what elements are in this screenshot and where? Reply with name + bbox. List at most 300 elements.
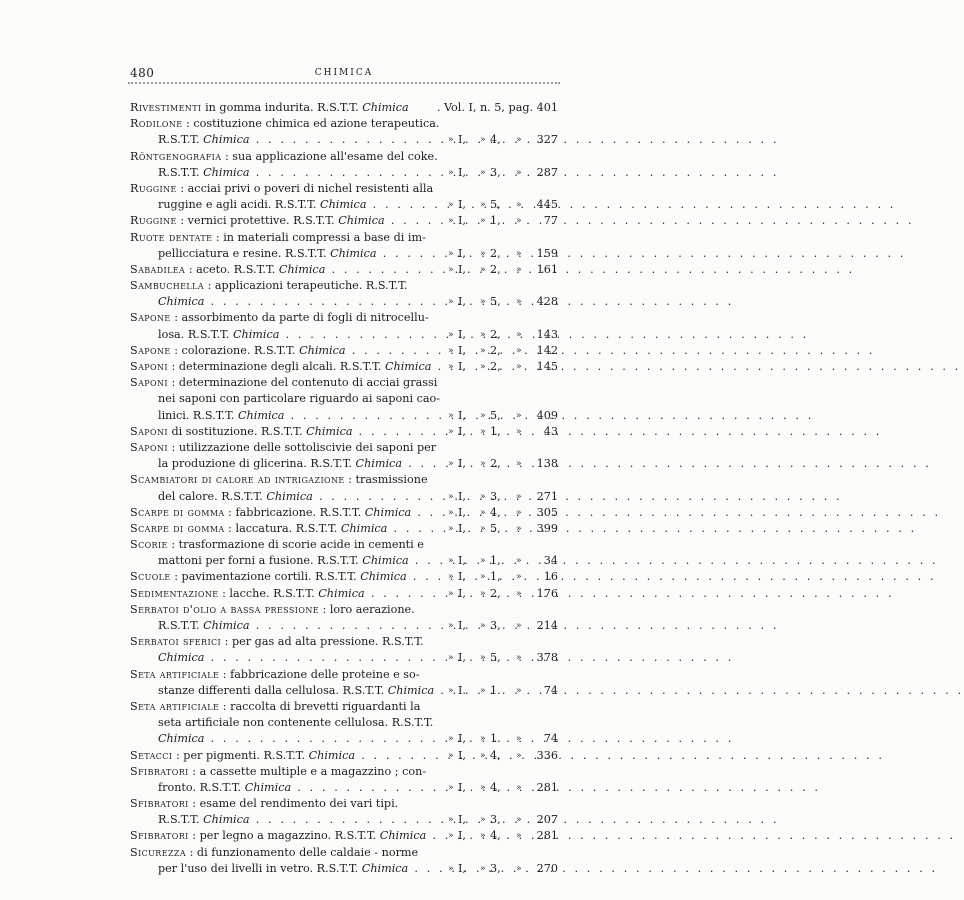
entry-reference [428,683,560,699]
ditto-mark: » [480,362,486,372]
entry-heading: Scarpe di gomma [130,521,225,535]
issue-number: 2, [490,343,501,357]
volume: I, [458,424,466,438]
index-entry [130,149,560,181]
entry-text: Ruggine : acciai privi o poveri di nichel resistenti alla [130,181,434,195]
ditto-mark: » [480,556,486,567]
journal-title: Chimica [340,521,388,535]
entry-line [130,489,560,505]
ditto-mark: » [480,264,486,275]
issue-number: 1, [490,424,501,438]
entry-reference [428,618,560,634]
page-ref: 281 [536,780,558,794]
journal-title: Chimica [158,651,205,665]
journal-title: Chimica [232,327,280,341]
issue-number: 3, [490,489,501,503]
journal-title: Chimica [318,586,365,600]
index-entry [130,181,560,213]
journal-title: Chimica [299,343,346,357]
journal-title: Chimica [379,829,427,843]
entry-line [130,748,560,764]
entry-text: Seta artificiale : raccolta di brevetti riguardanti la [130,699,421,713]
ditto-mark: » [480,831,486,842]
volume: I, [458,165,466,179]
entry-reference [428,456,560,472]
page-ref: 16 [543,570,558,584]
entry-reference [428,521,560,537]
volume: I, [458,829,466,843]
ditto-mark: » [480,345,486,356]
issue-number: 4, [490,780,501,794]
entry-reference [428,359,560,375]
ditto-mark: » [516,426,522,437]
page-ref: 336 [536,748,558,762]
entry-reference [428,812,560,828]
page-number: 480 [130,66,155,80]
entry-line [130,845,560,861]
entry-text: linici. R.S.T.T. Chimica . . . [158,408,428,424]
entry-heading: Saponi [130,440,168,454]
entry-line [130,440,560,456]
ditto-mark: » [516,459,522,470]
entry-text [158,650,428,666]
index-entry [130,569,560,585]
index-entry [130,310,560,342]
entry-reference [428,748,560,764]
journal-title: Chimica [362,554,409,568]
journal-title: Chimica [244,780,292,794]
index-entry [130,230,560,262]
index-entry [130,748,560,764]
page-ref: 409 [536,408,558,422]
entry-line [130,181,560,197]
journal-title: Chimica [158,295,205,309]
ditto-mark: » [516,135,522,146]
ditto-mark: » [480,491,486,502]
journal-title: Chimica [306,424,353,438]
entry-line [130,812,560,828]
index-entry [130,845,560,877]
volume: I, [458,295,466,309]
entry-line [130,456,560,472]
ditto-mark: » [448,362,454,372]
entry-line [130,132,560,148]
journal-title: Chimica [203,133,250,147]
ditto-mark: » [516,167,522,178]
entry-line [130,165,560,181]
entry-text: Rodilone : costituzione chimica ed azione terapeutica. [130,117,440,131]
ditto-mark: » [448,491,454,502]
entry-heading: Saponi [130,376,168,390]
entry-reference [428,343,560,359]
page-ref: 34 [543,554,558,568]
ditto-mark: » [516,863,522,874]
ditto-mark: » [480,734,486,745]
page-ref: 428 [536,295,558,309]
ditto-mark: » [480,216,486,227]
index-entry [130,586,560,602]
index-entry [130,828,560,844]
journal-title: Chimica [362,101,409,114]
ditto-mark: » [516,329,522,340]
entry-line [130,634,560,650]
ditto-mark: » [448,750,454,761]
ditto-mark: » [480,459,486,470]
index-entry [130,505,560,521]
page-ref: 399 [536,521,558,535]
page-ref: 445 [536,198,558,212]
ditto-mark: » [448,621,454,631]
ditto-mark: » [480,588,486,599]
entry-reference [428,246,560,262]
entry-reference [428,408,560,424]
index-entry [130,375,560,424]
ditto-mark: » [480,572,486,583]
entry-reference [428,100,560,116]
entry-line [130,699,560,715]
index-entries [130,100,560,877]
page-ref: 77 [543,214,558,228]
entry-text: Setacci : per pigmenti. R.S.T.T. Chimica . . . [130,748,428,764]
journal-title: Chimica [266,489,313,503]
volume: I, [458,489,466,503]
entry-line [130,100,560,116]
entry-line [130,116,560,132]
entry-line [130,715,560,731]
ditto-mark: » [448,588,454,599]
entry-heading: Saponi [130,424,168,438]
entry-text: nei saponi con particolare riguardo ai saponi cao- [158,392,441,406]
ditto-mark: » [516,556,522,567]
ditto-mark: » [480,523,486,534]
issue-number: 5, [490,295,501,309]
entry-reference [428,165,560,181]
journal-title: Chimica [320,198,367,212]
entry-text: fronto. R.S.T.T. Chimica . . . [158,780,428,796]
volume: I, [458,813,466,827]
ditto-mark: » [448,248,454,259]
issue-number: 5, [490,521,501,535]
page-ref: 74 [543,683,558,697]
ditto-mark: » [448,685,454,696]
issue-number: 4, [490,133,501,147]
entry-text: stanze differenti dalla cellulosa. R.S.T.T. Chimica . . . [158,683,428,699]
entry-heading: Scorie [130,538,168,552]
index-entry [130,343,560,359]
ditto-mark: » [516,248,522,259]
entry-heading: Sapone [130,343,171,357]
ditto-mark: » [480,410,486,421]
entry-reference [428,489,560,505]
ditto-mark: » [516,815,522,826]
page-header [128,66,560,80]
ditto-mark: » [516,523,522,534]
ditto-mark: » [480,167,486,178]
journal-title: Chimica [203,619,250,632]
entry-line [130,149,560,165]
journal-title: Chimica [203,165,250,179]
entry-text: Saponi di sostituzione. R.S.T.T. Chimica . . . [130,424,428,440]
page-ref: 287 [536,165,558,179]
entry-reference [428,731,560,747]
ditto-mark: » [516,734,522,745]
ditto-mark: » [480,297,486,308]
entry-line [130,602,560,618]
index-entry [130,262,560,278]
volume: I, [458,554,466,568]
entry-reference [428,424,560,440]
entry-line [130,828,560,844]
ditto-mark: » [448,863,454,874]
ditto-mark: » [516,200,522,211]
issue-number: 5, [490,198,501,212]
ditto-mark: » [516,782,522,793]
volume: I, [458,619,466,632]
entry-line [130,310,560,326]
entry-text: la produzione di glicerina. R.S.T.T. Chimica . . . [158,456,428,472]
page-ref: 271 [536,489,558,503]
entry-reference [428,650,560,666]
ditto-mark: » [448,345,454,356]
entry-reference [428,213,560,229]
journal-title: Chimica [360,570,407,584]
ditto-mark: » [516,362,522,372]
entry-heading: Rivestimenti [130,101,202,114]
entry-heading: Ruote dentate [130,230,213,244]
entry-heading: Scambiatori di calore ad intrigazione [130,473,345,487]
index-entry [130,278,560,310]
entry-text: seta artificiale non contenente cellulosa. R.S.T.T. [158,716,434,730]
ditto-mark: » [480,135,486,146]
entry-text: Saponi : utilizzazione delle sottoliscivie dei saponi per [130,440,437,454]
entry-heading: Serbatoi d'olio a bassa pressione [130,602,319,616]
ditto-mark: » [480,782,486,793]
page-ref: 74 [543,732,558,746]
issue-number: 3, [490,165,501,179]
entry-line [130,343,560,359]
entry-text: Serbatoi d'olio a bassa pressione : loro aerazione. [130,602,415,616]
entry-heading: Ruggine [130,214,177,228]
issue-number: 2, [490,246,501,260]
page-ref: 281 [536,829,558,843]
entry-text: Scarpe di gomma : laccatura. R.S.T.T. Chimica . . . [130,521,428,537]
volume: I, [458,780,466,794]
entry-heading: Sfibratori [130,764,189,778]
entry-text: Saponi : determinazione del contenuto di acciai grassi [130,376,438,390]
entry-reference [428,828,560,844]
index-entry [130,100,560,116]
issue-number: 4, [490,829,501,843]
page-ref: 305 [536,505,558,519]
ditto-mark: » [516,572,522,583]
entry-text: del calore. R.S.T.T. Chimica . . . [158,489,428,505]
entry-text [158,294,428,310]
entry-line [130,586,560,602]
entry-text: Ruggine : vernici protettive. R.S.T.T. Chimica . . . [130,213,428,229]
entry-line [130,246,560,262]
page-ref: 214 [536,619,558,632]
entry-text: losa. R.S.T.T. Chimica . . . [158,327,428,343]
ditto-mark: » [448,507,454,518]
entry-heading: Röntgenografia [130,149,222,163]
entry-heading: Sedimentazione [130,586,219,600]
issue-number: 3, [490,861,501,875]
issue-number: 4, [490,505,501,519]
volume: I, [458,505,466,519]
ditto-mark: » [448,167,454,178]
entry-reference [428,861,560,877]
journal-title: Chimica [355,457,402,471]
entry-heading: Sambuchella [130,279,204,293]
entry-line [130,618,560,634]
journal-title: Chimica [238,408,285,422]
issue-number: 2, [490,586,501,600]
entry-line [130,650,560,666]
ditto-mark: » [448,556,454,567]
ditto-mark: » [448,216,454,227]
issue-number: 4, [490,748,501,762]
entry-text: R.S.T.T. Chimica . . . [158,812,428,828]
ditto-mark: » [448,297,454,308]
issue-number: 5, [490,651,501,665]
journal-title: Chimica [330,246,377,260]
entry-line [130,359,560,375]
page-ref: 145 [536,360,558,373]
ditto-mark: » [480,815,486,826]
volume: I, [458,651,466,665]
ditto-mark: » [516,297,522,308]
entry-text: ruggine e agli acidi. R.S.T.T. Chimica . . . [158,197,428,213]
volume: I, [458,732,466,746]
ditto-mark: » [448,815,454,826]
entry-line [130,327,560,343]
header-rule [128,82,560,84]
ditto-mark: » [516,507,522,518]
ditto-mark: » [448,459,454,470]
ditto-mark: » [448,200,454,211]
ditto-mark: » [448,782,454,793]
ditto-mark: » [516,621,522,631]
ditto-mark: » [516,491,522,502]
volume: I, [458,262,466,276]
volume: I, [458,748,466,762]
volume: I, [458,327,466,341]
volume: I, [458,521,466,535]
reference-text: . Vol. I, n. 5, pag. 401 [436,101,558,114]
entry-line [130,375,560,391]
entry-heading: Ruggine [130,181,177,195]
entry-text: Ruote dentate : in materiali compressi a base di im- [130,230,426,244]
ditto-mark: » [516,345,522,356]
index-entry [130,602,560,634]
journal-title: Chimica [364,505,412,519]
entry-text [158,731,428,747]
page-ref: 378 [536,651,558,665]
issue-number: 1, [490,554,501,568]
entry-line [130,780,560,796]
entry-line [130,569,560,585]
entry-heading: Sabadilea [130,262,186,276]
entry-text: Sabadilea : aceto. R.S.T.T. Chimica . . . [130,262,428,278]
ditto-mark: » [480,653,486,664]
entry-line [130,667,560,683]
volume: I, [458,360,466,373]
ditto-mark: » [480,507,486,518]
ditto-mark: » [480,621,486,631]
volume: I. [458,683,466,697]
page-ref: 161 [536,262,558,276]
page-ref: 270 [536,861,558,875]
entry-text: Sfibratori : esame del rendimento dei vari tipi. [130,797,399,811]
entry-line [130,408,560,424]
entry-line [130,197,560,213]
entry-text: Sapone : colorazione. R.S.T.T. Chimica . . . [130,343,428,359]
index-entry [130,764,560,796]
ditto-mark: » [448,329,454,340]
entry-reference [428,586,560,602]
ditto-mark: » [448,653,454,664]
entry-text: Sfibratori : a cassette multiple e a magazzino ; con- [130,764,427,778]
ditto-mark: » [448,264,454,275]
entry-line [130,294,560,310]
volume: I, [458,214,466,228]
entry-line [130,521,560,537]
entry-line [130,505,560,521]
ditto-mark: » [480,200,486,211]
issue-number: 3, [490,619,501,632]
volume: I, [458,586,466,600]
entry-text: Sapone : assorbimento da parte di fogli di nitrocellu- [130,311,429,325]
entry-text: R.S.T.T. Chimica . . . [158,132,428,148]
entry-reference [428,132,560,148]
entry-reference [428,505,560,521]
volume: I, [458,343,466,357]
entry-text: Rivestimenti in gomma indurita. R.S.T.T. Chimica [130,101,409,114]
running-title: CHIMICA [314,68,374,78]
index-entry [130,667,560,699]
ditto-mark: » [480,685,486,696]
entry-line [130,537,560,553]
ditto-mark: » [516,685,522,696]
volume: I, [458,457,466,471]
entry-text: pellicciatura e resine. R.S.T.T. Chimica . . . [158,246,428,262]
ditto-mark: » [516,588,522,599]
entry-text: Sambuchella : applicazioni terapeutiche. R.S.T.T. [130,279,408,293]
entry-line [130,424,560,440]
volume: I, [458,861,466,875]
entry-reference [428,294,560,310]
entry-line [130,472,560,488]
ditto-mark: » [516,216,522,227]
issue-number: 1. [490,683,501,697]
ditto-mark: » [448,426,454,437]
entry-reference [428,780,560,796]
entry-text: mattoni per forni a fusione. R.S.T.T. Chimica . . . [158,553,428,569]
entry-heading: Saponi [130,360,168,373]
entry-reference [428,262,560,278]
entry-text: Sfibratori : per legno a magazzino. R.S.T.T. Chimica . . . [130,828,428,844]
entry-line [130,861,560,877]
issue-number: 2, [490,327,501,341]
journal-title: Chimica [308,748,356,762]
ditto-mark: » [448,734,454,745]
journal-title: Chimica [384,360,432,373]
page-ref: 207 [536,813,558,827]
volume: I, [458,198,466,212]
entry-text: Scarpe di gomma : fabbricazione. R.S.T.T. Chimica . . . [130,505,428,521]
issue-number: 2, [490,360,501,373]
entry-text: R.S.T.T. Chimica . . . [158,618,428,634]
